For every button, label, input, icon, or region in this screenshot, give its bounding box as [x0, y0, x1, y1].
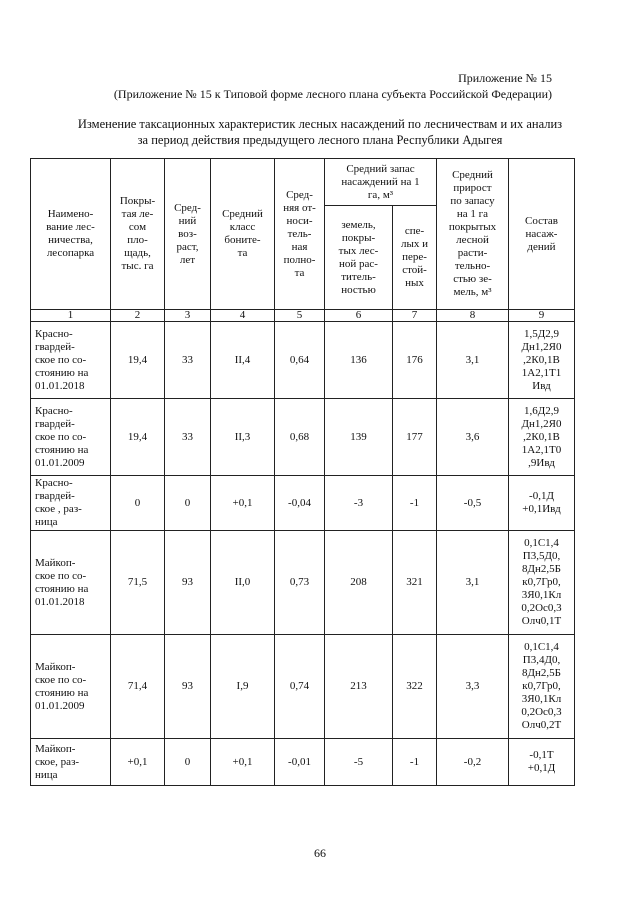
cell-age: 33: [165, 399, 211, 476]
cell-stock-ripe: -1: [393, 476, 437, 531]
cell-stock-covered: 136: [325, 322, 393, 399]
cell-name: Майкоп- ское по со- стоянию на 01.01.2018: [31, 531, 111, 635]
header-name: Наимено- вание лес- ничества, лесопарка: [31, 159, 111, 310]
cell-name: Красно- гвардей- ское , раз- ница: [31, 476, 111, 531]
cell-name: Майкоп- ское по со- стоянию на 01.01.2009: [31, 635, 111, 739]
cell-age: 33: [165, 322, 211, 399]
cell-bonitet: II,3: [211, 399, 275, 476]
cell-area: 71,4: [111, 635, 165, 739]
header-density: Сред- няя от- носи- тель- ная полно- та: [275, 159, 325, 310]
header-area: Покры- тая ле- сом пло- щадь, тыс. га: [111, 159, 165, 310]
cell-density: 0,64: [275, 322, 325, 399]
cell-growth: -0,5: [437, 476, 509, 531]
cell-stock-covered: -3: [325, 476, 393, 531]
cell-stock-ripe: 322: [393, 635, 437, 739]
table-row: [31, 399, 575, 476]
column-number: 5: [275, 310, 325, 322]
page-number: 66: [314, 846, 326, 860]
column-number: 8: [437, 310, 509, 322]
header-bonitet: Средний класс боните- та: [211, 159, 275, 310]
cell-bonitet: +0,1: [211, 476, 275, 531]
cell-age: 93: [165, 635, 211, 739]
cell-density: -0,01: [275, 739, 325, 786]
cell-stock-covered: 213: [325, 635, 393, 739]
cell-density: 0,74: [275, 635, 325, 739]
cell-area: 0: [111, 476, 165, 531]
column-number: 1: [31, 310, 111, 322]
column-number: 6: [325, 310, 393, 322]
taxation-table: [30, 158, 575, 786]
appendix-subtitle: (Приложение № 15 к Типовой форме лесного плана субъекта Российской Федерации): [113, 87, 552, 101]
cell-composition: 0,1С1,4 П3,4Д0, 8Дн2,5Б к0,7Гр0, 3Я0,1Кл 0,2Ос0,3 Олч0,2Т: [509, 635, 575, 739]
cell-area: 19,4: [111, 322, 165, 399]
cell-growth: 3,1: [437, 531, 509, 635]
cell-growth: -0,2: [437, 739, 509, 786]
cell-stock-ripe: 321: [393, 531, 437, 635]
cell-area: +0,1: [111, 739, 165, 786]
cell-bonitet: II,0: [211, 531, 275, 635]
cell-name: Красно- гвардей- ское по со- стоянию на 01.01.2018: [31, 322, 111, 399]
cell-age: 0: [165, 476, 211, 531]
column-number: 3: [165, 310, 211, 322]
column-number: 4: [211, 310, 275, 322]
cell-composition: -0,1Т +0,1Д: [509, 739, 575, 786]
cell-stock-covered: 208: [325, 531, 393, 635]
cell-bonitet: II,4: [211, 322, 275, 399]
header-stock-covered: земель, покры- тых лес- ной рас- титель- ностью: [325, 206, 393, 310]
cell-stock-covered: 139: [325, 399, 393, 476]
cell-stock-ripe: 176: [393, 322, 437, 399]
column-numbers-row: [31, 310, 575, 322]
table-row: [31, 322, 575, 399]
table-row: [31, 739, 575, 786]
cell-name: Майкоп- ское, раз- ница: [31, 739, 111, 786]
column-number: 2: [111, 310, 165, 322]
document-title-line-1: Изменение таксационных характеристик лесных насаждений по лесничествам и их анализ: [77, 117, 563, 131]
header-age: Сред- ний воз- раст, лет: [165, 159, 211, 310]
cell-growth: 3,1: [437, 322, 509, 399]
cell-bonitet: +0,1: [211, 739, 275, 786]
header-stock-group: Средний запас насаждений на 1 га, м³: [325, 159, 437, 206]
cell-composition: 0,1С1,4 П3,5Д0, 8Дн2,5Б к0,7Гр0, 3Я0,1Кл 0,2Ос0,3 Олч0,1Т: [509, 531, 575, 635]
cell-density: 0,73: [275, 531, 325, 635]
cell-age: 0: [165, 739, 211, 786]
cell-stock-ripe: 177: [393, 399, 437, 476]
cell-density: -0,04: [275, 476, 325, 531]
cell-area: 19,4: [111, 399, 165, 476]
cell-name: Красно- гвардей- ское по со- стоянию на 01.01.2009: [31, 399, 111, 476]
table-row: [31, 531, 575, 635]
cell-area: 71,5: [111, 531, 165, 635]
table-row: [31, 476, 575, 531]
cell-density: 0,68: [275, 399, 325, 476]
cell-composition: 1,5Д2,9 Дн1,2Я0 ,2К0,1В 1А2,1Т1 Ивд: [509, 322, 575, 399]
cell-growth: 3,6: [437, 399, 509, 476]
cell-stock-ripe: -1: [393, 739, 437, 786]
cell-bonitet: I,9: [211, 635, 275, 739]
header-row-1: [31, 159, 575, 206]
cell-composition: -0,1Д +0,1Ивд: [509, 476, 575, 531]
header-growth: Средний прирост по запасу на 1 га покрытых лесной расти- тельно- стью зе- мель, м³: [437, 159, 509, 310]
table-row: [31, 635, 575, 739]
header-stock-ripe: спе- лых и пере- стой- ных: [393, 206, 437, 310]
cell-age: 93: [165, 531, 211, 635]
cell-stock-covered: -5: [325, 739, 393, 786]
column-number: 7: [393, 310, 437, 322]
document-title-line-2: за период действия предыдущего лесного плана Республики Адыгея: [137, 133, 503, 147]
column-number: 9: [509, 310, 575, 322]
cell-composition: 1,6Д2,9 Дн1,2Я0 ,2К0,1В 1А2,1Т0 ,9Ивд: [509, 399, 575, 476]
header-composition: Состав насаж- дений: [509, 159, 575, 310]
appendix-title: Приложение № 15: [458, 71, 552, 85]
cell-growth: 3,3: [437, 635, 509, 739]
